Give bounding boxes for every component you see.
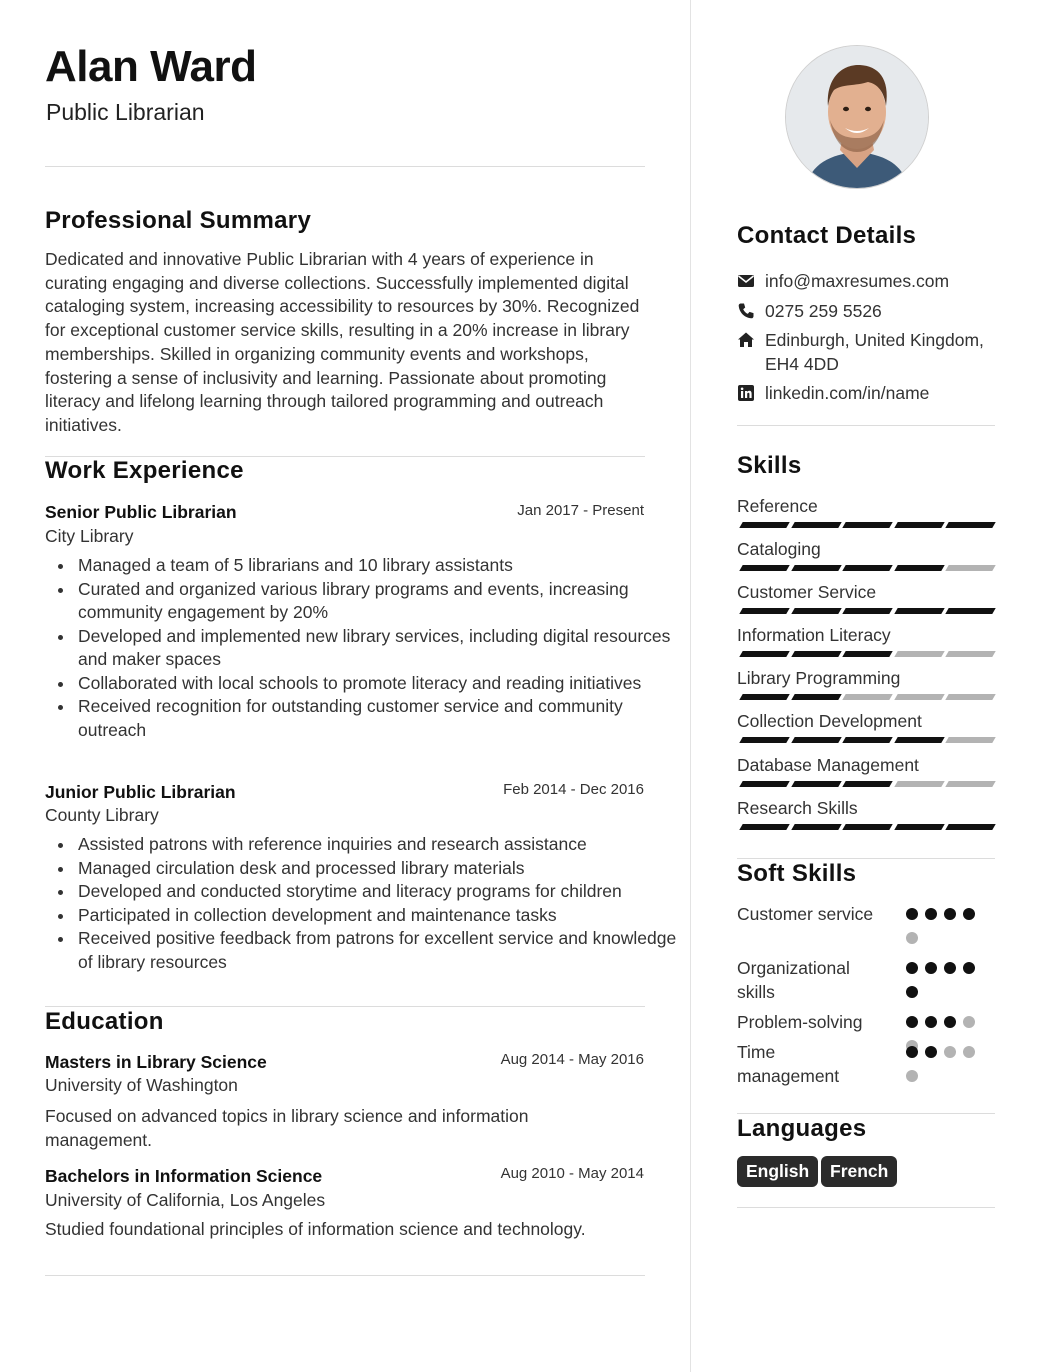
list-item: Developed and conducted storytime and literacy programs for children: [78, 880, 690, 904]
list-item: Assisted patrons with reference inquiries and research assistance: [78, 833, 690, 857]
rating-dot-empty: [963, 1046, 975, 1058]
skill-row: [737, 755, 995, 789]
language-chip: English: [737, 1156, 818, 1187]
skill-segment-empty: [894, 781, 944, 787]
skill-segment-filled: [739, 781, 789, 787]
skill-segment-filled: [791, 694, 841, 700]
skill-segment-filled: [894, 522, 944, 528]
rating-dot-empty: [963, 1016, 975, 1028]
rating-dot-filled: [906, 1016, 918, 1028]
home-icon: [737, 331, 755, 349]
skill-segment-filled: [842, 781, 892, 787]
education-heading: Education: [45, 1008, 164, 1035]
skill-segment-filled: [739, 608, 789, 614]
phone-text[interactable]: 0275 259 5526: [765, 301, 882, 321]
job-dates: Feb 2014 - Dec 2016: [503, 781, 644, 798]
skill-level-bar: [737, 651, 995, 657]
summary-text: Dedicated and innovative Public Librarian with 4 years of experience in curating engaging and diverse collections. Successfully implemented digital cataloging system, increasing accessibility to resources by 30%. Recognized for exceptional customer service skills, resulting in a 20% increase in library memberships. Skilled in organizing community events and workshops, fostering a sense of inclusivity and learning. Passionate about promoting literacy and lifelong learning through tailored programming and outreach initiatives.: [45, 249, 640, 435]
degree-title: Masters in Library Science: [45, 1052, 267, 1072]
skill-row: [737, 668, 995, 702]
candidate-title: Public Librarian: [46, 99, 205, 125]
list-item: Developed and implemented new library services, including digital resources and maker spaces: [78, 625, 690, 672]
soft-skill-label: Time management: [737, 1042, 840, 1086]
skill-label: Customer Service: [737, 582, 877, 602]
soft-skills-heading: Soft Skills: [737, 860, 857, 887]
education-divider: [45, 1275, 645, 1276]
skill-segment-filled: [842, 651, 892, 657]
rating-dot-filled: [944, 962, 956, 974]
list-item: Received recognition for outstanding customer service and community outreach: [78, 695, 690, 742]
rating-dot-filled: [906, 1046, 918, 1058]
experience-heading: Work Experience: [45, 457, 244, 484]
summary-heading: Professional Summary: [45, 207, 312, 234]
skill-label: Information Literacy: [737, 625, 891, 645]
skill-segment-empty: [945, 651, 995, 657]
skill-segment-filled: [739, 694, 789, 700]
skill-label: Database Management: [737, 755, 919, 775]
skill-row: [737, 798, 995, 832]
soft-skill-row: [737, 1040, 997, 1088]
email-text[interactable]: info@maxresumes.com: [765, 271, 950, 291]
skill-segment-filled: [894, 737, 944, 743]
skill-segment-filled: [842, 565, 892, 571]
skill-segment-empty: [945, 781, 995, 787]
soft-skills-divider: [737, 1113, 995, 1114]
envelope-icon: [737, 272, 755, 290]
skill-level-bar: [737, 737, 995, 743]
rating-dot-filled: [925, 962, 937, 974]
rating-dot-filled: [925, 1046, 937, 1058]
skill-segment-filled: [894, 608, 944, 614]
skill-segment-filled: [842, 737, 892, 743]
degree-title: Bachelors in Information Science: [45, 1166, 323, 1186]
rating-dot-filled: [925, 1016, 937, 1028]
skill-segment-filled: [739, 522, 789, 528]
address-text: Edinburgh, United Kingdom, EH4 4DD: [765, 330, 984, 374]
skill-label: Collection Development: [737, 711, 922, 731]
rating-dot-empty: [906, 932, 918, 944]
skill-level-bar: [737, 824, 995, 830]
skill-segment-filled: [842, 824, 892, 830]
rating-dot-filled: [906, 908, 918, 920]
skill-segment-filled: [945, 522, 995, 528]
list-item: Collaborated with local schools to promote literacy and reading initiatives: [78, 672, 690, 696]
rating-dot-empty: [906, 1070, 918, 1082]
soft-skill-rating: [906, 908, 986, 948]
skill-segment-empty: [894, 651, 944, 657]
candidate-name: Alan Ward: [45, 42, 257, 91]
skill-label: Library Programming: [737, 668, 901, 688]
skill-segment-filled: [791, 651, 841, 657]
skill-label: Cataloging: [737, 539, 821, 559]
skill-segment-filled: [739, 737, 789, 743]
skill-level-bar: [737, 565, 995, 571]
skill-segment-filled: [945, 824, 995, 830]
skill-segment-filled: [791, 565, 841, 571]
skill-row: [737, 582, 995, 616]
job-title: Junior Public Librarian: [45, 782, 236, 802]
linkedin-text[interactable]: linkedin.com/in/name: [765, 383, 930, 403]
contact-email[interactable]: [737, 269, 997, 293]
skill-segment-empty: [945, 737, 995, 743]
list-item: Managed a team of 5 librarians and 10 library assistants: [78, 554, 690, 578]
soft-skill-rating: [906, 962, 986, 1002]
education-dates: Aug 2014 - May 2016: [500, 1051, 644, 1068]
phone-icon: [737, 302, 755, 320]
school-name: University of Washington: [45, 1075, 238, 1095]
soft-skill-label: Problem-solving: [737, 1012, 863, 1032]
contact-divider: [737, 425, 995, 426]
soft-skill-label: Customer service: [737, 904, 874, 924]
contact-heading: Contact Details: [737, 222, 917, 249]
job-title: Senior Public Librarian: [45, 502, 237, 522]
skill-label: Reference: [737, 496, 818, 516]
list-item: Received positive feedback from patrons for excellent service and knowledge of library resources: [78, 927, 690, 974]
skill-row: [737, 496, 995, 530]
skill-segment-filled: [739, 651, 789, 657]
skill-segment-filled: [842, 608, 892, 614]
profile-photo: [785, 45, 929, 189]
experience-divider: [45, 1006, 645, 1007]
skill-row: [737, 539, 995, 573]
skill-segment-filled: [791, 522, 841, 528]
header-divider: [45, 166, 645, 167]
skill-segment-filled: [791, 608, 841, 614]
linkedin-icon: [737, 384, 755, 402]
rating-dot-filled: [906, 962, 918, 974]
skill-label: Research Skills: [737, 798, 858, 818]
skill-segment-empty: [945, 565, 995, 571]
education-description: Studied foundational principles of information science and technology.: [45, 1219, 586, 1239]
soft-skill-row: [737, 902, 997, 950]
contact-phone[interactable]: [737, 299, 997, 323]
skill-row: [737, 625, 995, 659]
rating-dot-filled: [925, 908, 937, 920]
rating-dot-filled: [963, 908, 975, 920]
skill-level-bar: [737, 781, 995, 787]
job-bullets: [45, 554, 690, 742]
rating-dot-filled: [906, 986, 918, 998]
skill-segment-filled: [894, 565, 944, 571]
skill-segment-empty: [945, 694, 995, 700]
soft-skill-rating: [906, 1046, 986, 1086]
education-dates: Aug 2010 - May 2014: [500, 1165, 644, 1182]
soft-skill-label: Organizational skills: [737, 958, 850, 1002]
soft-skill-row: [737, 956, 997, 1004]
list-item: Managed circulation desk and processed library materials: [78, 857, 690, 881]
skill-row: [737, 711, 995, 745]
skill-segment-filled: [791, 781, 841, 787]
skill-segment-filled: [739, 824, 789, 830]
skills-heading: Skills: [737, 452, 802, 479]
contact-address: [737, 328, 997, 376]
job-dates: Jan 2017 - Present: [517, 502, 644, 519]
skill-level-bar: [737, 694, 995, 700]
skill-segment-empty: [842, 694, 892, 700]
rating-dot-filled: [944, 908, 956, 920]
skill-segment-filled: [945, 608, 995, 614]
school-name: University of California, Los Angeles: [45, 1190, 326, 1210]
contact-linkedin[interactable]: [737, 381, 997, 405]
skill-level-bar: [737, 608, 995, 614]
languages-divider: [737, 1207, 995, 1208]
column-divider: [690, 0, 691, 1372]
list-item: Participated in collection development and maintenance tasks: [78, 904, 690, 928]
education-description: Focused on advanced topics in library science and information management.: [45, 1106, 529, 1150]
list-item: Curated and organized various library programs and events, increasing community engagement by 20%: [78, 578, 690, 625]
skills-divider: [737, 858, 995, 859]
skill-segment-filled: [894, 824, 944, 830]
rating-dot-filled: [963, 962, 975, 974]
skill-segment-filled: [739, 565, 789, 571]
language-chip: French: [821, 1156, 897, 1187]
rating-dot-empty: [944, 1046, 956, 1058]
rating-dot-filled: [944, 1016, 956, 1028]
skill-segment-filled: [842, 522, 892, 528]
languages-heading: Languages: [737, 1115, 867, 1142]
skill-segment-filled: [791, 737, 841, 743]
skill-segment-empty: [894, 694, 944, 700]
job-org: County Library: [45, 805, 159, 825]
skill-segment-filled: [791, 824, 841, 830]
job-bullets: [45, 833, 690, 974]
skill-level-bar: [737, 522, 995, 528]
job-org: City Library: [45, 526, 134, 546]
